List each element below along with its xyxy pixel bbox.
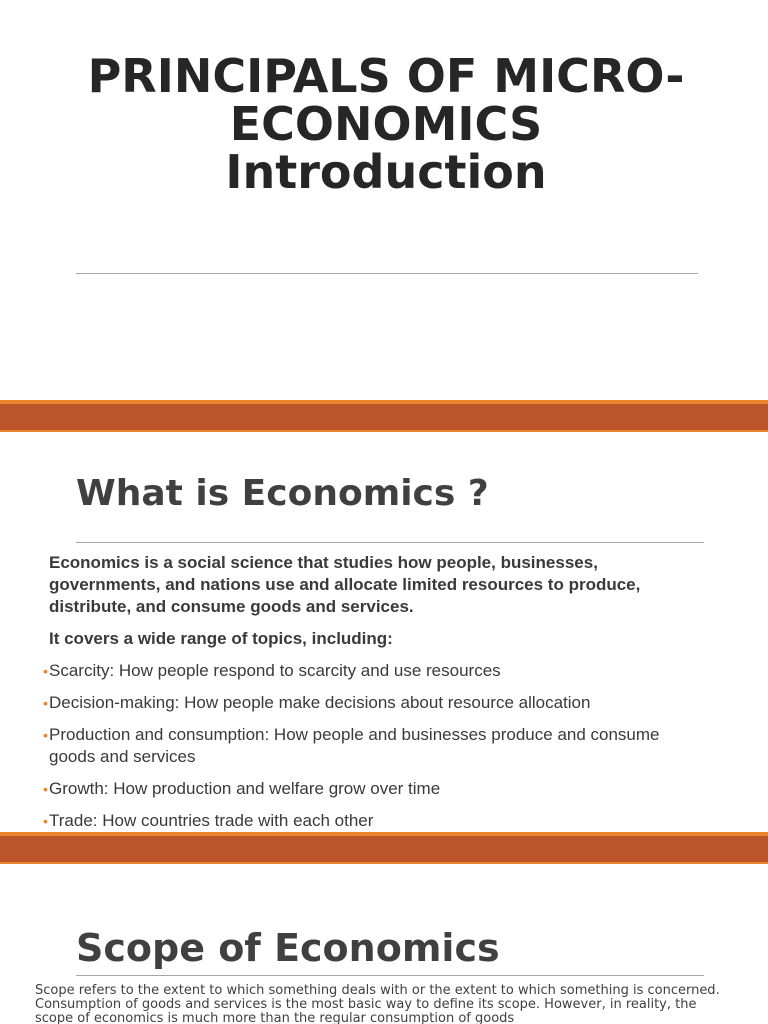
scope-body-text: Scope refers to the extent to which something deals with or the extent to which something is concerned. Consumption of goods and services is the most basic way to define its scope. However, in reality, the scope of economics is much more than the regular consumption of goods xyxy=(35,983,720,1024)
title-slide xyxy=(0,0,768,400)
heading-divider xyxy=(76,975,704,976)
list-item xyxy=(43,724,709,768)
slide-separator xyxy=(0,400,768,432)
list-item xyxy=(43,810,709,832)
list-item-text: Production and consumption: How people and businesses produce and consume goods and services xyxy=(49,725,660,766)
list-item-text: Trade: How countries trade with each other xyxy=(49,811,374,830)
title-line-1: PRINCIPALS OF MICRO- xyxy=(87,49,685,103)
list-item xyxy=(43,692,709,714)
lead-text: It covers a wide range of topics, including: xyxy=(49,629,393,648)
presentation-title xyxy=(40,49,732,199)
bullet-icon: • xyxy=(43,695,48,711)
title-line-2: ECONOMICS xyxy=(229,97,543,151)
title-divider xyxy=(76,273,698,274)
slide-body xyxy=(43,552,709,832)
list-item-text: Scarcity: How people respond to scarcity and use resources xyxy=(49,661,501,680)
list-item xyxy=(43,660,709,682)
separator-accent-top xyxy=(0,832,768,836)
bullet-icon: • xyxy=(43,663,48,679)
definition-text: Economics is a social science that studies how people, businesses, governments, and nations use and allocate limited resources to produce, distribute, and consume goods and services. xyxy=(49,553,641,616)
title-line-3: Introduction xyxy=(225,145,547,199)
bullet-icon: • xyxy=(43,813,48,829)
scope-of-economics-slide xyxy=(0,864,768,1024)
topic-list xyxy=(43,660,709,832)
bullet-icon: • xyxy=(43,727,48,743)
slide-separator xyxy=(0,832,768,864)
what-is-economics-slide xyxy=(0,432,768,832)
separator-accent-top xyxy=(0,400,768,404)
list-item xyxy=(43,778,709,800)
slide-heading: What is Economics ? xyxy=(76,473,489,514)
bullet-icon: • xyxy=(43,781,48,797)
list-item-text: Decision-making: How people make decisions about resource allocation xyxy=(49,693,591,712)
slide-heading: Scope of Economics xyxy=(76,926,500,970)
list-item-text: Growth: How production and welfare grow over time xyxy=(49,779,441,798)
heading-divider xyxy=(76,542,704,543)
